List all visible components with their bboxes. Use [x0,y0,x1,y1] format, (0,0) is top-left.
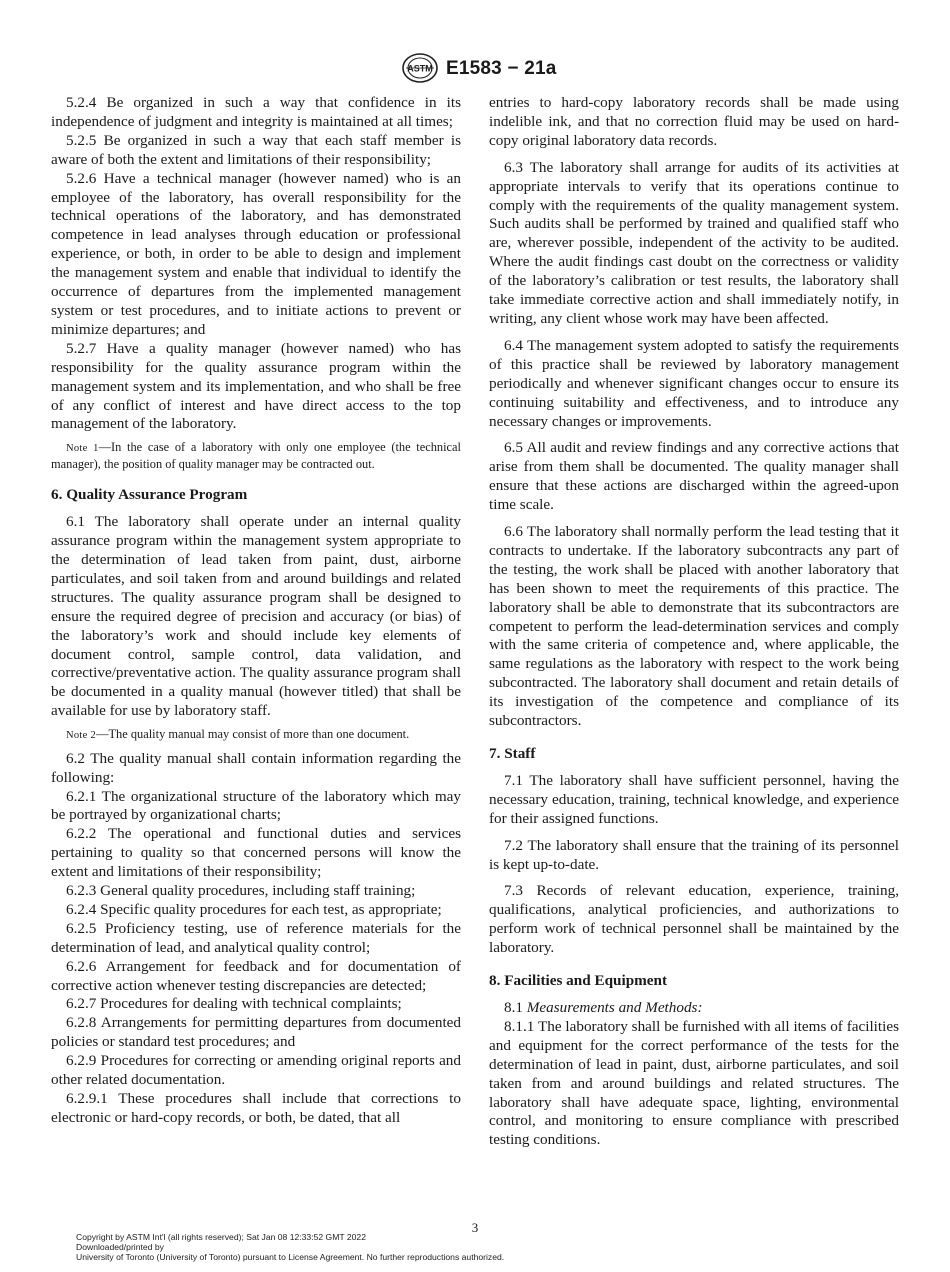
clause-6-2-4: 6.2.4 Specific quality procedures for each test, as appropriate; [66,900,442,918]
clause-6-2-5: 6.2.5 Proficiency testing, use of reference materials for the determination of lead, and analytical quality control; [51,919,461,956]
clause-6-1: 6.1 The laboratory shall operate under an internal quality assurance program within the management system appropriate to the determination of lead taken from paint, dust, airborne particulates, and soil taken from and around buildings and related structures. The quality assurance program shall be designed to ensure the required degree of precision and accuracy (or bias) of the laboratory’s work and should include key elements of document control, sample control, data validation, and corrective/preventative action. The quality assurance program shall be documented in a quality manual (however titled) that shall be available for use by laboratory staff. [51,513,461,720]
clause-8-1-1: 8.1.1 The laboratory shall be furnished with all items of facilities and equipment for the correct performance of the tests for the determination of lead in paint, dust, airborne particulates, and soil taken from and around buildings and related structures. The laboratory shall have adequate space, lighting, environmental control, and monitoring to ensure compliance with prescribed testing conditions. [489,1017,899,1149]
clause-6-6: 6.6 The laboratory shall normally perform the lead testing that it contracts to undertake. If the laboratory subcontracts any part of the testing, the work shall be placed with another laboratory that has been shown to meet the requirements of this practice. The laboratory shall be able to demonstrate that its subcontractors are competent to perform the lead-determination services and comply with the same criteria of competence and, where applicable, the same regulations as the laboratory with respect to the work being subcontracted. The laboratory shall document and retain details of its investigation of the competence and compliance of its subcontractors. [489,523,899,730]
note-1-label: Note 1 [66,443,99,455]
clause-6-2: 6.2 The quality manual shall contain information regarding the following: [51,749,461,786]
footer-line-2: Downloaded/printed by [76,1242,164,1253]
continued-text: entries to hard-copy laboratory records shall be made using indelible ink, and that no correction fluid may be used on hard-copy original laboratory data records. [489,94,899,149]
note-2-text: —The quality manual may consist of more than one document. [96,727,410,742]
right-column [489,94,899,1150]
clause-5-2-4: 5.2.4 Be organized in such a way that confidence in its independence of judgment and integrity is maintained at all times; [51,94,461,130]
clause-7-1: 7.1 The laboratory shall have sufficient personnel, having the necessary education, training, technical knowledge, and experience for their assigned functions. [489,771,899,827]
clause-6-5: 6.5 All audit and review findings and any corrective actions that arise from them shall be documented. The quality manager shall ensure that these actions are discharged within the agreed-upon time scale. [489,439,899,514]
page-header [0,50,950,86]
clause-6-2-2: 6.2.2 The operational and functional duties and services pertaining to quality so that concerned persons will know the extent and limitations of their responsibility; [51,825,461,881]
clause-6-2-9-1: 6.2.9.1 These procedures shall include that corrections to electronic or hard-copy records, or both, be dated, that all [51,1090,461,1126]
clause-6-2-7: 6.2.7 Procedures for dealing with technical complaints; [66,995,402,1013]
note-2 [51,727,461,744]
section-6-heading: 6. Quality Assurance Program [51,486,248,504]
page-number: 3 [471,1220,479,1235]
section-7-heading: 7. Staff [489,745,536,762]
section-8-heading: 8. Facilities and Equipment [489,972,668,990]
document-id: E1583 − 21a [446,58,557,79]
clause-8-1-number: 8.1 [504,998,523,1016]
clause-6-2-9: 6.2.9 Procedures for correcting or amending original reports and other related documentation. [51,1052,461,1089]
astm-logo-icon [400,52,440,84]
clause-6-2-6: 6.2.6 Arrangement for feedback and for documentation of corrective action whenever testing discrepancies are detected; [51,957,461,994]
clause-6-2-8: 6.2.8 Arrangements for permitting departures from documented policies or standard test procedures; and [51,1014,461,1051]
clause-8-1-title: Measurements and Methods: [526,998,703,1016]
clause-6-2-3: 6.2.3 General quality procedures, including staff training; [66,882,416,900]
clause-6-4: 6.4 The management system adopted to satisfy the requirements of this practice shall be reviewed by laboratory management periodically and whenever significant changes occur to ensure its continuing suitability and effectiveness, and to introduce any necessary changes or improvements. [489,336,899,430]
logo-text: ASTM [407,63,433,74]
note-1-text: —In the case of a laboratory with only one employee (the technical manager), the position of quality manager may be contracted out. [51,440,461,471]
note-1 [51,440,461,472]
left-column [51,94,461,1128]
clause-5-2-5: 5.2.5 Be organized in such a way that each staff member is aware of both the extent and limitations of their responsibility; [51,131,461,168]
clause-7-2: 7.2 The laboratory shall ensure that the training of its personnel is kept up-to-date. [489,836,899,873]
clause-5-2-7: 5.2.7 Have a quality manager (however named) who has responsibility for the quality assurance program within the management system and its implementation, and who shall be free of any conflict of interest and have direct access to the top management of the laboratory. [51,339,461,433]
copyright-footer [76,1232,504,1263]
clause-8-1 [489,999,899,1018]
clause-6-3: 6.3 The laboratory shall arrange for audits of its activities at appropriate intervals to verify that its operations continue to comply with the requirements of the quality management system. Such audits shall be performed by trained and qualified staff who are, wherever possible, independent of the activity to be audited. Where the audit findings cast doubt on the correctness or validity of the laboratory’s calibration or test results, the laboratory shall take immediate corrective action and shall immediately notify, in writing, any client whose work may have been affected. [489,158,899,327]
clause-5-2-6: 5.2.6 Have a technical manager (however named) who is an employee of the laboratory, has overall responsibility for the technical operations of the laboratory, and has demonstrated competence in lead analyses through education or professional experience, or both, in order to be able to design and implement the management system and enable that individual to identify the occurrence of departures from the implemented management system or test procedures, and to initiate actions to prevent or minimize departures; and [51,169,461,338]
clause-6-2-1: 6.2.1 The organizational structure of the laboratory which may be portrayed by organizational charts; [51,787,461,824]
clause-7-3: 7.3 Records of relevant education, experience, training, qualifications, analytical proficiencies, and authorizations to perform work of technical personnel shall be maintained by the laboratory. [489,882,899,957]
footer-line-1: Copyright by ASTM Int'l (all rights reserved); Sat Jan 08 12:33:52 GMT 2022 [76,1232,366,1242]
note-2-label: Note 2 [66,730,97,742]
footer-line-3: University of Toronto (University of Toronto) pursuant to License Agreement. No further reproductions authorized. [76,1252,505,1263]
